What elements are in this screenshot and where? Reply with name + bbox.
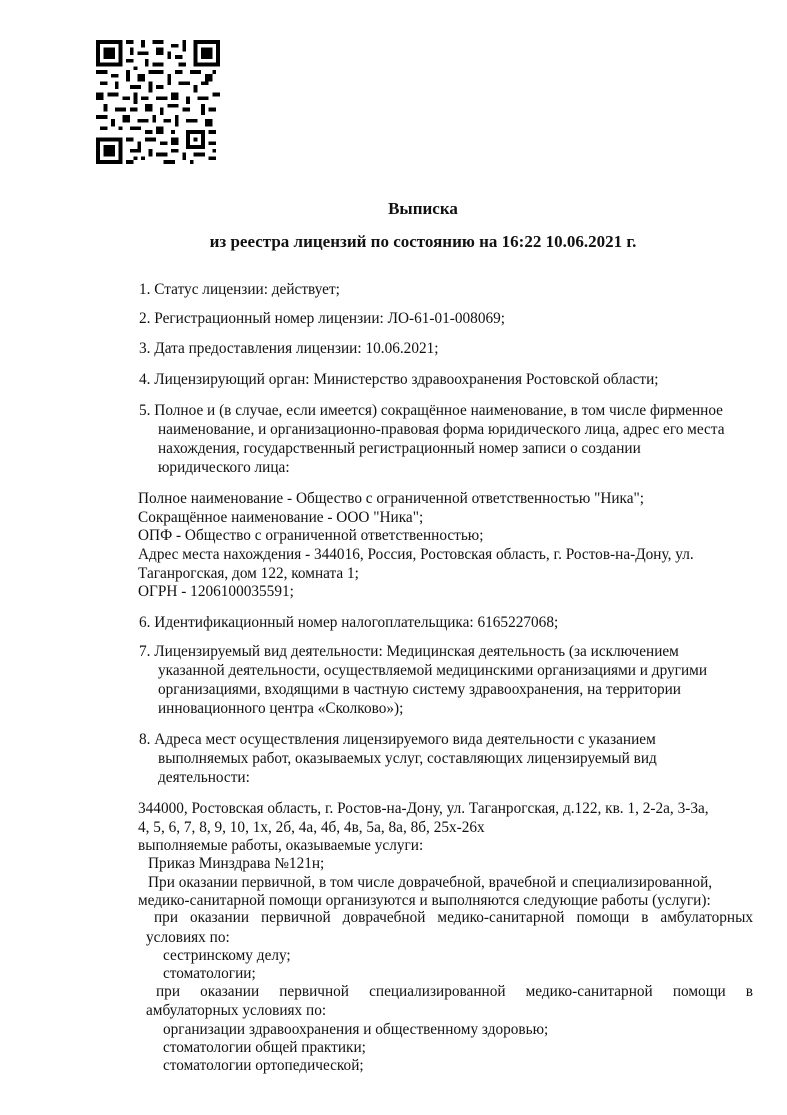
item5-line: юридического лица: [158,459,290,476]
item-license-date: 3. Дата предоставления лицензии: 10.06.2021; [139,340,439,357]
document-subtitle: из реестра лицензий по состоянию на 16:22 10.06.2021 г. [209,232,637,251]
item7-line: указанной деятельности, осуществляемой медицинскими организациями и другими [158,662,707,679]
specialized-heading: при оказании первичной специализированной медико-санитарной помощи в [156,983,753,1000]
service-item: стоматологии; [163,965,256,982]
service-item: стоматологии ортопедической; [163,1057,364,1074]
item5-line: наименование, и организационно-правовая форма юридического лица, адрес его места [158,421,725,438]
org-full-name: Полное наименование - Общество с ограниченной ответственностью "Ника"; [138,490,645,507]
org-ogrn: ОГРН - 1206100035591; [138,583,294,600]
org-short-name: Сокращённое наименование - ООО "Ника"; [138,509,424,526]
org-legal-form: ОПФ - Общество с ограниченной ответственностью; [138,527,484,544]
specialized-heading-cont: амбулаторных условиях по: [146,1002,327,1019]
service-item: организации здравоохранения и общественному здоровью; [163,1021,549,1038]
premedical-heading-cont: условиях по: [146,929,230,946]
item8-line: выполняемых работ, оказываемых услуг, составляющих лицензируемый вид [158,750,657,767]
services-intro-cont: медико-санитарной помощи организуются и выполняются следующие работы (услуги): [138,892,711,909]
item7-line: организациями, входящими в частную систему здравоохранения, на территории [158,681,681,698]
item8-line: 8. Адреса мест осуществления лицензируемого вида деятельности с указанием [139,731,656,748]
item5-line: нахождения, государственный регистрационный номер записи о создании [158,440,641,457]
premedical-heading: при оказании первичной доврачебной медико-санитарной помощи в амбулаторных [154,909,753,926]
qr-code [96,40,220,164]
item-licensing-authority: 4. Лицензирующий орган: Министерство здравоохранения Ростовской области; [139,371,659,388]
order-reference: Приказ Минздрава №121н; [148,855,325,872]
service-item: стоматологии общей практики; [163,1039,366,1056]
item-license-status: 1. Статус лицензии: действует; [139,281,340,298]
item5-line: 5. Полное и (в случае, если имеется) сокращённое наименование, в том числе фирменное [139,402,723,419]
document-title: Выписка [388,199,458,218]
service-item: сестринскому делу; [163,947,291,964]
item7-line: инновационного центра «Сколково»); [158,700,404,717]
item-registration-number: 2. Регистрационный номер лицензии: ЛО-61-01-008069; [139,310,506,327]
item-inn: 6. Идентификационный номер налогоплательщика: 6165227068; [139,614,559,631]
services-label: выполняемые работы, оказываемые услуги: [138,837,424,854]
services-intro: При оказании первичной, в том числе доврачебной, врачебной и специализированной, [148,874,713,891]
item8-line: деятельности: [158,769,250,786]
org-address-cont: Таганрогская, дом 122, комната 1; [138,565,359,582]
qr-code-icon [96,40,220,164]
activity-address: 344000, Ростовская область, г. Ростов-на-Дону, ул. Таганрогская, д.122, кв. 1, 2-2а, 3-3а, [138,800,709,817]
activity-address-rooms: 4, 5, 6, 7, 8, 9, 10, 1х, 2б, 4а, 4б, 4в, 5а, 8а, 8б, 25х-26х [138,819,485,836]
item7-line: 7. Лицензируемый вид деятельности: Медицинская деятельность (за исключением [139,643,679,660]
org-address: Адрес места нахождения - 344016, Россия, Ростовская область, г. Ростов-на-Дону, ул. [138,546,694,563]
